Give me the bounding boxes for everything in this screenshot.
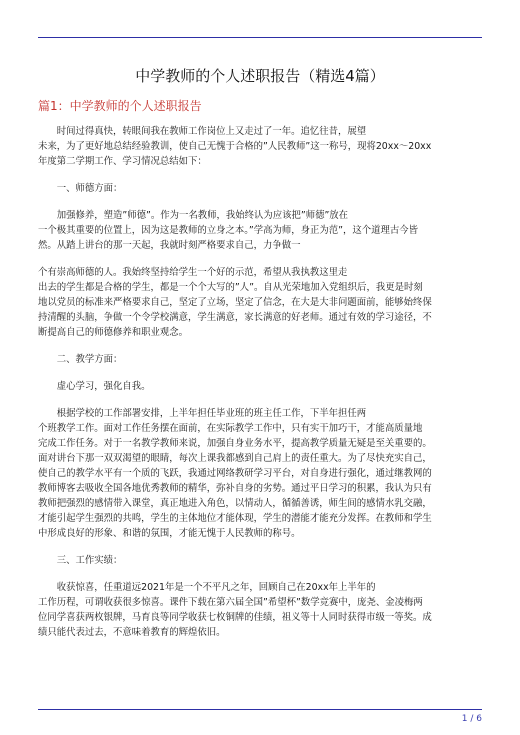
- body-line: 地以党员的标准来严格要求自己，坚定了立场，坚定了信念，在大是大非问题面前，能够始终保: [38, 297, 432, 308]
- body-line: 虚心学习，强化自我。: [38, 381, 151, 392]
- body-line: 个有崇高师德的人。我始终坚持给学生一个好的示范，希望从我执教这里走: [38, 267, 348, 278]
- body-line: 收获惊喜，任重道远2021年是一个不平凡之年，回顾自己在20xx年上半年的: [38, 582, 376, 593]
- body-line: 出去的学生都是合格的学生，都是一个个大写的”人”。自从光荣地加入党组织后，我更是时刻: [38, 282, 423, 293]
- header-rule: [38, 37, 482, 38]
- body-line: 教师把强烈的感情带入课堂，真正地进入角色，以情动人，循循善诱，师生间的感情水乳交融，: [38, 498, 432, 509]
- body-line: 个班教学工作。面对工作任务摆在面前，在实际教学工作中，只有实干加巧干，才能高质量地: [38, 423, 423, 434]
- section-heading: 三、工作实绩：: [38, 555, 123, 566]
- body-line: 使自己的教学水平有一个质的飞跃，我通过网络教研学习平台，对自身进行强化，通过继教网的: [38, 468, 432, 479]
- body-line: 年度第二学期工作、学习情况总结如下：: [38, 156, 207, 167]
- body-line: 持清醒的头脑，争做一个令学校满意，学生满意，家长满意的好老师。通过有效的学习途径，不: [38, 312, 432, 323]
- body-line: 断提高自己的师德修养和职业观念。: [38, 327, 189, 338]
- body-line: 时间过得真快，转眼间我在教师工作岗位上又走过了一年。追忆往昔，展望: [38, 126, 367, 137]
- section-heading: 二、教学方面：: [38, 354, 123, 365]
- body-line: 未来，为了更好地总结经验教训，使自己无愧于合格的”人民教师”这一称号，现将20xx～20xx: [38, 141, 432, 152]
- body-line: 面对讲台下那一双双渴望的眼睛，每次上课我都感到自己肩上的责任重大。为了尽快充实自己，: [38, 453, 432, 464]
- section-heading: 一、师德方面：: [38, 183, 123, 194]
- document-body: [38, 124, 482, 640]
- body-line: 教师博客去吸收全国各地优秀教师的精华，弥补自身的劣势。通过平日学习的积累，我认为只有: [38, 483, 432, 494]
- body-line: 完成工作任务。对于一名教学教师来说，加强自身业务水平，提高教学质量无疑是至关重要的。: [38, 438, 432, 449]
- body-line: 然。从踏上讲台的那一天起，我就时刻严格要求自己，力争做一: [38, 240, 301, 251]
- body-line: 一个极其重要的位置上，因为这是教师的立身之本。”学高为师，身正为范”，这个道理古今皆: [38, 225, 419, 236]
- body-line: 位同学喜获两枚银牌，马育良等同学收获七枚铜牌的佳绩，祖义等十人同时获得市级一等奖。成: [38, 612, 432, 623]
- document-title: 中学教师的个人述职报告（精选4篇）: [135, 67, 385, 85]
- body-line: 根据学校的工作部署安排，上半年担任毕业班的班主任工作，下半年担任两: [38, 408, 367, 419]
- footer-rule: [38, 709, 482, 710]
- body-line: 中形成良好的形象、和谐的氛围，才能无愧于人民教师的称号。: [38, 528, 301, 539]
- chapter-heading: 篇1：中学教师的个人述职报告: [38, 99, 202, 113]
- body-line: 加强修养，塑造”师德”。作为一名教师，我始终认为应该把”师德”放在: [38, 210, 349, 221]
- body-line: 绩只能代表过去，不意味着教育的辉煌依旧。: [38, 627, 226, 638]
- body-line: 才能引起学生强烈的共鸣，学生的主体地位才能体现，学生的潜能才能充分发挥。在教师和学生: [38, 513, 432, 524]
- body-line: 工作历程，可谓收获很多惊喜。课件下载在第六届全国”希望杯”数学竞赛中，庞尧、金凌梅两: [38, 597, 423, 608]
- page-indicator: 1 / 6: [461, 714, 482, 724]
